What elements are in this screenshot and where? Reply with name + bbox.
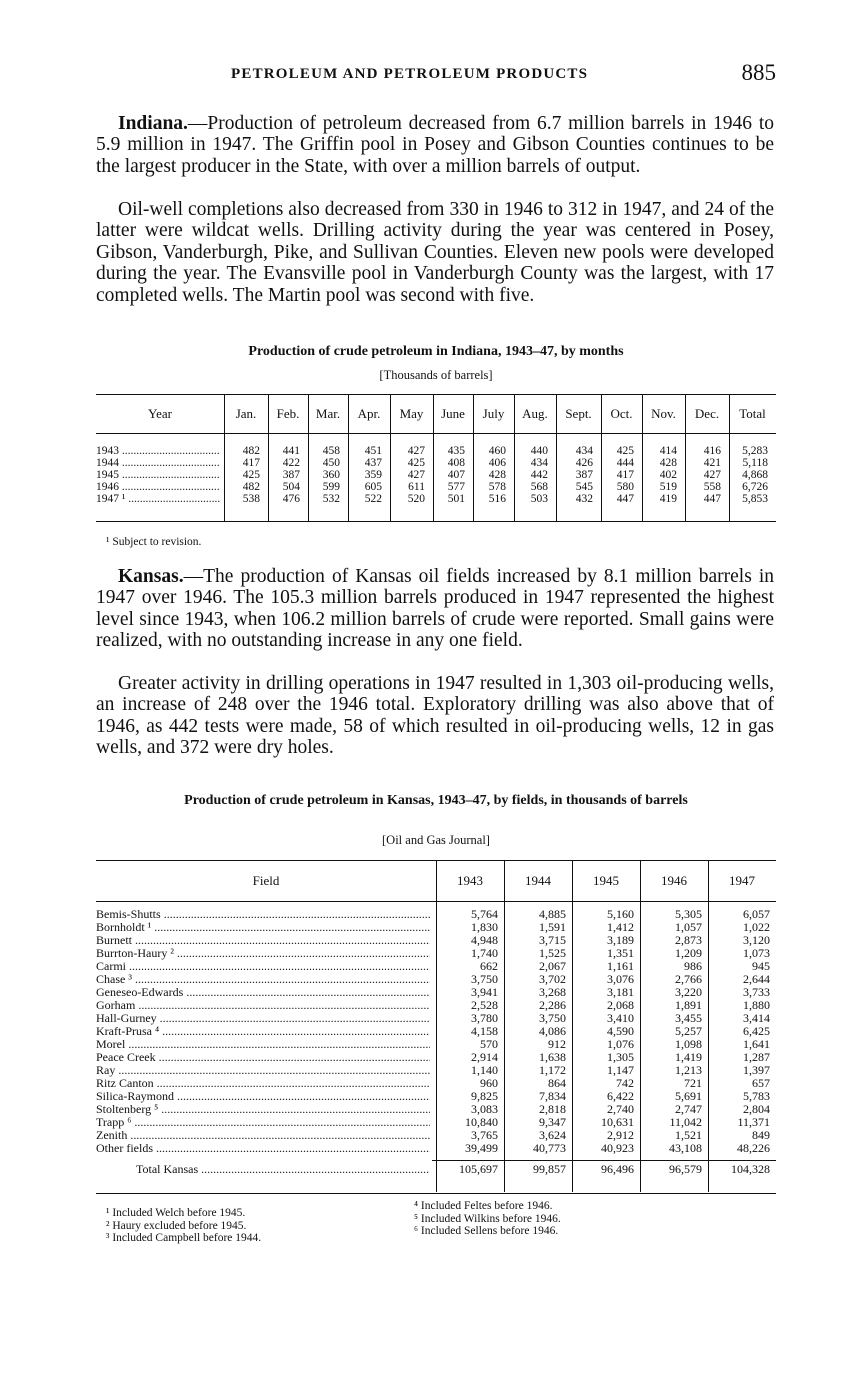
indiana-column-divider bbox=[601, 395, 602, 521]
kansas-cell: 3,624 bbox=[539, 1128, 566, 1142]
kansas-total-label: Total Kansas ..... bbox=[136, 1163, 430, 1176]
indiana-cell: 440 bbox=[530, 445, 548, 457]
indiana-cell: 417 bbox=[242, 457, 260, 469]
indiana-column-divider bbox=[514, 395, 515, 521]
indiana-cell: 519 bbox=[659, 481, 677, 493]
indiana-cell: 503 bbox=[530, 493, 548, 505]
indiana-header-12: Dec. bbox=[694, 406, 720, 421]
indiana-cell: 417 bbox=[616, 469, 634, 481]
kansas-cell: 1,057 bbox=[675, 920, 702, 934]
indiana-cell: 414 bbox=[659, 445, 677, 457]
kansas-header-3: 1945 bbox=[593, 873, 619, 888]
kansas-column-divider bbox=[708, 860, 709, 1192]
indiana-table-body bbox=[96, 445, 776, 505]
kansas-cell: 11,371 bbox=[737, 1115, 770, 1129]
kansas-cell: 1,213 bbox=[675, 1063, 702, 1077]
indiana-paragraph-1 bbox=[96, 113, 774, 177]
indiana-row-year: 1947 ¹ ..... bbox=[96, 493, 220, 505]
kansas-table-title: Production of crude petroleum in Kansas, 1943–47, by fields, in thousands of barrels bbox=[184, 793, 688, 808]
indiana-cell: 447 bbox=[616, 493, 634, 505]
indiana-cell: 432 bbox=[575, 493, 593, 505]
indiana-lead: Indiana. bbox=[118, 113, 188, 134]
kansas-cell: 6,057 bbox=[743, 907, 770, 921]
indiana-cell: 428 bbox=[488, 469, 506, 481]
kansas-row-field: Burrton-Haury ² ..... bbox=[96, 947, 430, 960]
indiana-cell: 605 bbox=[364, 481, 382, 493]
kansas-cell: 5,160 bbox=[607, 907, 634, 921]
kansas-cell: 9,347 bbox=[539, 1115, 566, 1129]
kansas-cell: 1,525 bbox=[539, 946, 566, 960]
indiana-table-row bbox=[96, 457, 776, 469]
kansas-cell: 945 bbox=[752, 959, 770, 973]
indiana-header-8: Aug. bbox=[522, 406, 548, 421]
kansas-cell: 3,076 bbox=[607, 972, 634, 986]
kansas-paragraph-1 bbox=[96, 566, 774, 652]
kansas-cell: 2,804 bbox=[743, 1102, 770, 1116]
kansas-cell: 986 bbox=[684, 959, 702, 973]
kansas-cell: 5,783 bbox=[743, 1089, 770, 1103]
indiana-header-2: Feb. bbox=[276, 406, 300, 421]
indiana-header-3: Mar. bbox=[315, 406, 341, 421]
kansas-cell: 2,740 bbox=[607, 1102, 634, 1116]
indiana-cell: 458 bbox=[322, 445, 340, 457]
kansas-cell: 3,765 bbox=[471, 1128, 498, 1142]
kansas-total-cell: 96,579 bbox=[669, 1162, 702, 1176]
indiana-cell: 522 bbox=[364, 493, 382, 505]
kansas-cell: 3,941 bbox=[471, 985, 498, 999]
indiana-header-11: Nov. bbox=[651, 406, 676, 421]
indiana-cell: 425 bbox=[407, 457, 425, 469]
kansas-cell: 3,733 bbox=[743, 985, 770, 999]
kansas-cell: 2,068 bbox=[607, 998, 634, 1012]
kansas-cell: 3,120 bbox=[743, 933, 770, 947]
indiana-cell: 451 bbox=[364, 445, 382, 457]
kansas-row-field: Morel ..... bbox=[96, 1038, 430, 1051]
indiana-header-9: Sept. bbox=[565, 406, 592, 421]
kansas-footnotes-right bbox=[414, 1200, 561, 1238]
indiana-cell: 5,118 bbox=[742, 457, 768, 469]
indiana-header-4: Apr. bbox=[357, 406, 381, 421]
indiana-column-divider bbox=[685, 395, 686, 521]
kansas-cell: 6,422 bbox=[607, 1089, 634, 1103]
kansas-column-divider bbox=[640, 860, 641, 1192]
indiana-cell: 460 bbox=[488, 445, 506, 457]
indiana-cell: 425 bbox=[242, 469, 260, 481]
kansas-cell: 40,773 bbox=[533, 1141, 566, 1155]
kansas-cell: 2,286 bbox=[539, 998, 566, 1012]
indiana-cell: 447 bbox=[703, 493, 721, 505]
indiana-table-row bbox=[96, 445, 776, 457]
indiana-footnote: ¹ Subject to revision. bbox=[106, 536, 202, 548]
kansas-table-subtitle: [Oil and Gas Journal] bbox=[382, 833, 490, 847]
indiana-cell: 580 bbox=[616, 481, 634, 493]
kansas-footnote: ³ Included Campbell before 1944. bbox=[106, 1232, 262, 1244]
kansas-cell: 2,644 bbox=[743, 972, 770, 986]
kansas-row-field: Chase ³ ..... bbox=[96, 973, 430, 986]
kansas-footnote: ¹ Included Welch before 1945. bbox=[106, 1207, 246, 1219]
indiana-column-divider bbox=[433, 395, 434, 521]
indiana-cell: 359 bbox=[364, 469, 382, 481]
kansas-cell: 2,747 bbox=[675, 1102, 702, 1116]
kansas-cell: 1,140 bbox=[471, 1063, 498, 1077]
indiana-cell: 520 bbox=[407, 493, 425, 505]
kansas-row-field: Bemis-Shutts ..... bbox=[96, 908, 430, 921]
indiana-cell: 434 bbox=[575, 445, 593, 457]
kansas-cell: 1,638 bbox=[539, 1050, 566, 1064]
kansas-cell: 40,923 bbox=[601, 1141, 634, 1155]
kansas-row-field: Gorham ..... bbox=[96, 999, 430, 1012]
kansas-cell: 2,067 bbox=[539, 959, 566, 973]
kansas-cell: 1,521 bbox=[675, 1128, 702, 1142]
kansas-cell: 864 bbox=[548, 1076, 566, 1090]
indiana-cell: 387 bbox=[575, 469, 593, 481]
indiana-cell: 545 bbox=[575, 481, 593, 493]
kansas-cell: 742 bbox=[616, 1076, 634, 1090]
kansas-table-bottom-rule bbox=[96, 1193, 776, 1194]
running-head-title: PETROLEUM AND PETROLEUM PRODUCTS bbox=[231, 66, 589, 82]
kansas-cell: 1,305 bbox=[607, 1050, 634, 1064]
indiana-paragraph-2: Oil-well completions also decreased from 330 in 1946 to 312 in 1947, and 24 of the latter were wildcat wells. Drilling activity during the year was centered in Posey, Gibson, Vanderburgh, Pike, and Sullivan Counties. Eleven new pools were developed during the year. The Evansville pool in Vanderburgh County was the largest, with 17 completed wells. The Martin pool was second with five. bbox=[96, 199, 774, 306]
kansas-paragraph-2: Greater activity in drilling operations in 1947 resulted in 1,303 oil-producing wells, an increase of 248 over the 1946 total. Exploratory drilling was also above that of 1946, as 442 tests were made, 58 of which resulted in oil-producing wells, 12 in gas wells, and 372 were dry holes. bbox=[96, 673, 774, 759]
indiana-cell: 516 bbox=[488, 493, 506, 505]
indiana-cell: 387 bbox=[282, 469, 300, 481]
kansas-cell: 3,715 bbox=[539, 933, 566, 947]
indiana-cell: 476 bbox=[282, 493, 300, 505]
kansas-cell: 7,834 bbox=[539, 1089, 566, 1103]
kansas-header-2: 1944 bbox=[525, 873, 551, 888]
indiana-cell: 6,726 bbox=[742, 481, 768, 493]
indiana-header-6: June bbox=[441, 406, 465, 421]
indiana-cell: 5,283 bbox=[742, 445, 768, 457]
indiana-cell: 406 bbox=[488, 457, 506, 469]
kansas-cell: 1,209 bbox=[675, 946, 702, 960]
indiana-cell: 568 bbox=[530, 481, 548, 493]
indiana-table-header-rule bbox=[96, 433, 776, 434]
kansas-cell: 1,891 bbox=[675, 998, 702, 1012]
kansas-cell: 3,455 bbox=[675, 1011, 702, 1025]
indiana-column-divider bbox=[348, 395, 349, 521]
kansas-row-field: Ritz Canton ..... bbox=[96, 1077, 430, 1090]
kansas-cell: 1,641 bbox=[743, 1037, 770, 1051]
indiana-cell: 421 bbox=[703, 457, 721, 469]
kansas-footnote: ² Haury excluded before 1945. bbox=[106, 1219, 247, 1232]
indiana-cell: 426 bbox=[575, 457, 593, 469]
indiana-table-row bbox=[96, 493, 776, 505]
indiana-cell: 482 bbox=[242, 445, 260, 457]
running-head bbox=[96, 60, 776, 92]
kansas-cell: 912 bbox=[548, 1037, 566, 1051]
page-number: 885 bbox=[741, 60, 776, 85]
kansas-cell: 5,691 bbox=[675, 1089, 702, 1103]
kansas-cell: 721 bbox=[684, 1076, 702, 1090]
kansas-cell: 960 bbox=[480, 1076, 498, 1090]
indiana-column-divider bbox=[390, 395, 391, 521]
kansas-cell: 2,766 bbox=[675, 972, 702, 986]
indiana-cell: 4,868 bbox=[742, 469, 768, 481]
kansas-row-field: Trapp ⁶ ..... bbox=[96, 1116, 430, 1129]
indiana-header-10: Oct. bbox=[610, 406, 633, 421]
kansas-cell: 4,948 bbox=[471, 933, 498, 947]
kansas-cell: 1,147 bbox=[607, 1063, 634, 1077]
kansas-row-field: Other fields ..... bbox=[96, 1142, 430, 1155]
indiana-cell: 437 bbox=[364, 457, 382, 469]
kansas-cell: 1,098 bbox=[675, 1037, 702, 1051]
kansas-row-field: Ray ..... bbox=[96, 1064, 430, 1077]
indiana-cell: 428 bbox=[659, 457, 677, 469]
kansas-cell: 1,022 bbox=[743, 920, 770, 934]
indiana-table-header bbox=[96, 395, 776, 433]
kansas-cell: 11,042 bbox=[669, 1115, 702, 1129]
kansas-cell: 3,181 bbox=[607, 985, 634, 999]
kansas-cell: 1,287 bbox=[743, 1050, 770, 1064]
kansas-cell: 5,764 bbox=[471, 907, 498, 921]
indiana-table bbox=[96, 395, 776, 505]
kansas-row-field: Stoltenberg ⁵ ..... bbox=[96, 1103, 430, 1116]
indiana-cell: 577 bbox=[447, 481, 465, 493]
kansas-header-4: 1946 bbox=[661, 873, 687, 888]
indiana-cell: 450 bbox=[322, 457, 340, 469]
kansas-row-field: Peace Creek ..... bbox=[96, 1051, 430, 1064]
indiana-cell: 482 bbox=[242, 481, 260, 493]
kansas-cell: 2,914 bbox=[471, 1050, 498, 1064]
kansas-cell: 1,073 bbox=[743, 946, 770, 960]
indiana-column-divider bbox=[308, 395, 309, 521]
kansas-header-1: 1943 bbox=[457, 873, 483, 888]
indiana-cell: 558 bbox=[703, 481, 721, 493]
kansas-cell: 3,414 bbox=[743, 1011, 770, 1025]
kansas-total-cell: 99,857 bbox=[533, 1162, 566, 1176]
indiana-cell: 425 bbox=[616, 445, 634, 457]
kansas-column-divider bbox=[504, 860, 505, 1192]
indiana-table-title: Production of crude petroleum in Indiana, 1943–47, by months bbox=[248, 344, 624, 359]
indiana-column-divider bbox=[642, 395, 643, 521]
indiana-paragraph-1-text: —Production of petroleum decreased from 6.7 million barrels in 1946 to 5.9 million in 1947. The Griffin pool in Posey and Gibson Counties continues to be the largest producer in the State, with over a million barrels of output. bbox=[96, 113, 774, 177]
kansas-cell: 2,873 bbox=[675, 933, 702, 947]
kansas-footnote: ⁴ Included Feltes before 1946. bbox=[414, 1200, 553, 1212]
indiana-header-0: Year bbox=[148, 406, 172, 421]
kansas-cell: 657 bbox=[752, 1076, 770, 1090]
indiana-cell: 427 bbox=[407, 469, 425, 481]
kansas-cell: 2,528 bbox=[471, 998, 498, 1012]
kansas-cell: 3,702 bbox=[539, 972, 566, 986]
indiana-row-year: 1944 ..... bbox=[96, 457, 220, 469]
indiana-column-divider bbox=[729, 395, 730, 521]
kansas-cell: 1,397 bbox=[743, 1063, 770, 1077]
indiana-cell: 360 bbox=[322, 469, 340, 481]
indiana-column-divider bbox=[473, 395, 474, 521]
kansas-cell: 3,189 bbox=[607, 933, 634, 947]
kansas-cell: 10,631 bbox=[601, 1115, 634, 1129]
kansas-row-field: Silica-Raymond ..... bbox=[96, 1090, 430, 1103]
kansas-cell: 662 bbox=[480, 959, 498, 973]
kansas-cell: 1,412 bbox=[607, 920, 634, 934]
kansas-cell: 3,750 bbox=[471, 972, 498, 986]
kansas-cell: 1,161 bbox=[607, 959, 634, 973]
indiana-header-5: May bbox=[399, 406, 424, 421]
kansas-cell: 1,830 bbox=[471, 920, 498, 934]
indiana-table-bottom-rule bbox=[96, 521, 776, 522]
indiana-cell: 599 bbox=[322, 481, 340, 493]
kansas-cell: 6,425 bbox=[743, 1024, 770, 1038]
indiana-cell: 419 bbox=[659, 493, 677, 505]
kansas-header-5: 1947 bbox=[729, 873, 755, 888]
kansas-row-field: Geneseo-Edwards ..... bbox=[96, 986, 430, 999]
kansas-cell: 1,351 bbox=[607, 946, 634, 960]
indiana-table-subtitle: [Thousands of barrels] bbox=[379, 368, 493, 382]
kansas-cell: 3,780 bbox=[471, 1011, 498, 1025]
kansas-total-cell: 104,328 bbox=[731, 1162, 770, 1176]
kansas-cell: 4,158 bbox=[471, 1024, 498, 1038]
kansas-cell: 4,590 bbox=[607, 1024, 634, 1038]
indiana-table-row bbox=[96, 481, 776, 493]
kansas-footnote: ⁵ Included Wilkins before 1946. bbox=[414, 1212, 561, 1225]
kansas-footnote: ⁶ Included Sellens before 1946. bbox=[414, 1225, 559, 1237]
indiana-cell: 578 bbox=[488, 481, 506, 493]
kansas-row-field: Bornholdt ¹ ..... bbox=[96, 921, 430, 934]
indiana-column-divider bbox=[224, 395, 225, 521]
indiana-row-year: 1946 ..... bbox=[96, 481, 220, 493]
kansas-paragraph-1-text: —The production of Kansas oil fields increased by 8.1 million barrels in 1947 over 1946. The 105.3 million barrels produced in 1947 represented the highest level since 1943, when 106.2 million barrels of crude were reported. Small gains were realized, with no outstanding increase in any one field. bbox=[96, 566, 774, 652]
indiana-column-divider bbox=[268, 395, 269, 521]
kansas-cell: 5,305 bbox=[675, 907, 702, 921]
indiana-cell: 416 bbox=[703, 445, 721, 457]
kansas-row-field: Carmi ..... bbox=[96, 960, 430, 973]
kansas-cell: 1,880 bbox=[743, 998, 770, 1012]
indiana-column-divider bbox=[556, 395, 557, 521]
indiana-header-7: July bbox=[482, 406, 505, 421]
kansas-cell: 3,268 bbox=[539, 985, 566, 999]
kansas-cell: 1,591 bbox=[539, 920, 566, 934]
indiana-cell: 407 bbox=[447, 469, 465, 481]
indiana-header-1: Jan. bbox=[235, 406, 257, 421]
kansas-cell: 4,086 bbox=[539, 1024, 566, 1038]
kansas-cell: 3,083 bbox=[471, 1102, 498, 1116]
kansas-table bbox=[96, 860, 776, 1176]
kansas-lead: Kansas. bbox=[118, 566, 184, 587]
indiana-cell: 427 bbox=[703, 469, 721, 481]
kansas-row-field: Burnett ..... bbox=[96, 934, 430, 947]
kansas-cell: 48,226 bbox=[737, 1141, 770, 1155]
indiana-cell: 538 bbox=[242, 493, 260, 505]
kansas-row-field: Hall-Gurney ..... bbox=[96, 1012, 430, 1025]
kansas-row-field: Kraft-Prusa ⁴ ..... bbox=[96, 1025, 430, 1038]
kansas-cell: 3,750 bbox=[539, 1011, 566, 1025]
kansas-cell: 2,912 bbox=[607, 1128, 634, 1142]
indiana-cell: 422 bbox=[282, 457, 300, 469]
kansas-total-cell: 105,697 bbox=[459, 1162, 498, 1176]
indiana-cell: 501 bbox=[447, 493, 465, 505]
kansas-cell: 1,076 bbox=[607, 1037, 634, 1051]
kansas-row-field: Zenith ..... bbox=[96, 1129, 430, 1142]
indiana-cell: 442 bbox=[530, 469, 548, 481]
indiana-cell: 5,853 bbox=[742, 493, 768, 505]
indiana-cell: 441 bbox=[282, 445, 300, 457]
indiana-row-year: 1945 ..... bbox=[96, 469, 220, 481]
kansas-cell: 9,825 bbox=[471, 1089, 498, 1103]
indiana-table-row bbox=[96, 469, 776, 481]
indiana-cell: 532 bbox=[322, 493, 340, 505]
kansas-column-divider bbox=[436, 860, 437, 1192]
kansas-total-cell: 96,496 bbox=[601, 1162, 634, 1176]
kansas-cell: 3,220 bbox=[675, 985, 702, 999]
indiana-cell: 402 bbox=[659, 469, 677, 481]
indiana-row-year: 1943 ..... bbox=[96, 445, 220, 457]
kansas-cell: 43,108 bbox=[669, 1141, 702, 1155]
kansas-cell: 1,419 bbox=[675, 1050, 702, 1064]
kansas-cell: 3,410 bbox=[607, 1011, 634, 1025]
kansas-cell: 39,499 bbox=[465, 1141, 498, 1155]
kansas-cell: 10,840 bbox=[465, 1115, 498, 1129]
kansas-cell: 2,818 bbox=[539, 1102, 566, 1116]
kansas-cell: 1,172 bbox=[539, 1063, 566, 1077]
kansas-cell: 570 bbox=[480, 1037, 498, 1051]
indiana-cell: 504 bbox=[282, 481, 300, 493]
kansas-header-0: Field bbox=[252, 873, 280, 888]
indiana-cell: 408 bbox=[447, 457, 465, 469]
kansas-cell: 4,885 bbox=[539, 907, 566, 921]
indiana-cell: 435 bbox=[447, 445, 465, 457]
kansas-cell: 5,257 bbox=[675, 1024, 702, 1038]
indiana-cell: 434 bbox=[530, 457, 548, 469]
kansas-footnotes-left bbox=[106, 1207, 261, 1245]
kansas-cell: 849 bbox=[752, 1128, 770, 1142]
indiana-cell: 611 bbox=[408, 481, 425, 493]
indiana-header-13: Total bbox=[739, 406, 766, 421]
kansas-cell: 1,740 bbox=[471, 946, 498, 960]
kansas-column-divider bbox=[572, 860, 573, 1192]
indiana-cell: 444 bbox=[616, 457, 634, 469]
indiana-cell: 427 bbox=[407, 445, 425, 457]
